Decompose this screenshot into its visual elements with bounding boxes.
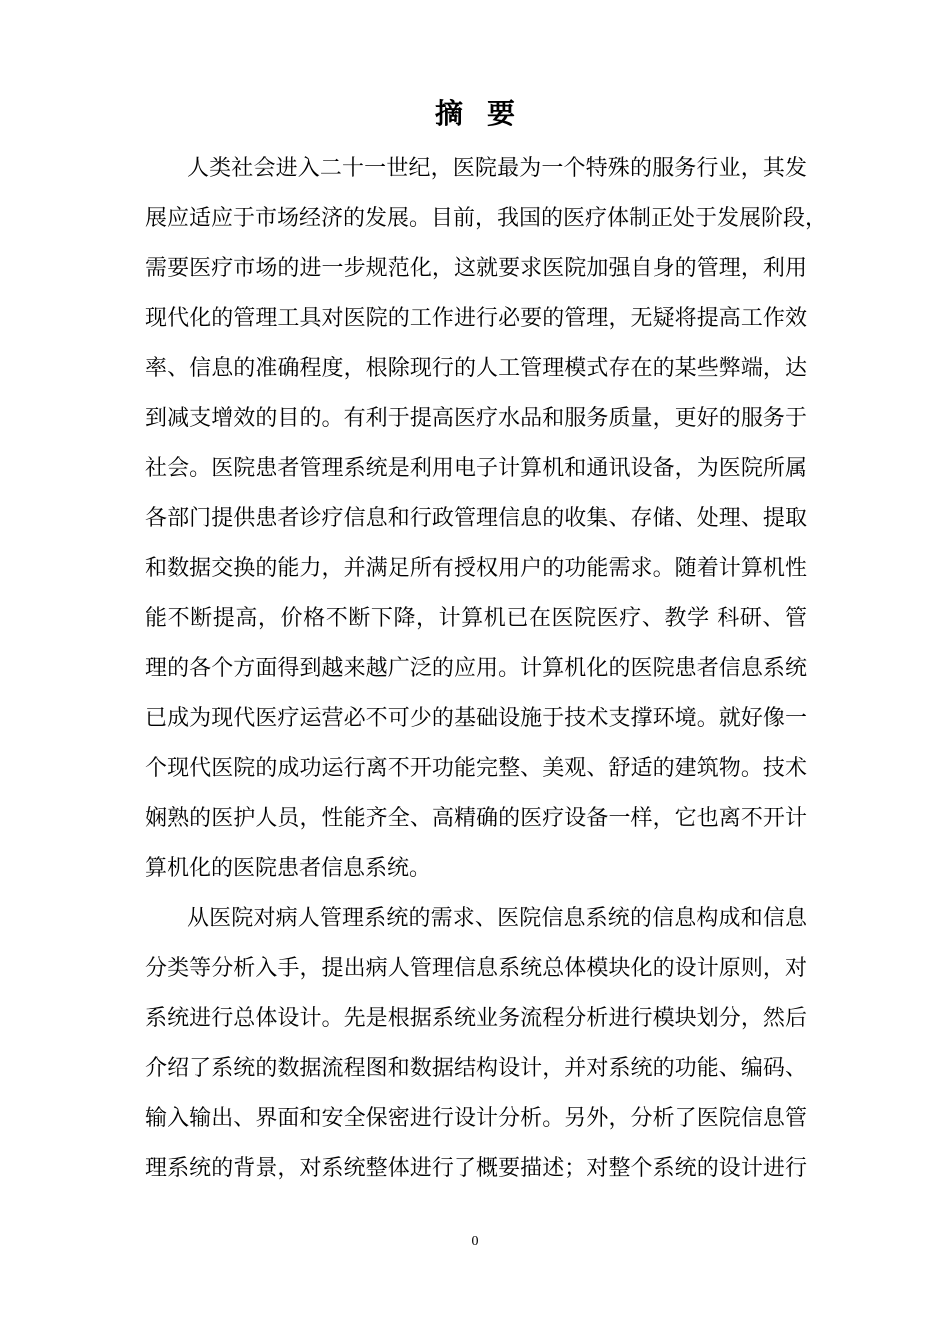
text-line: 能不断提高，价格不断下降，计算机已在医院医疗、教学 科研、管 — [145, 606, 807, 631]
text-line: 输入输出、界面和安全保密进行设计分析。另外，分析了医院信息管 — [145, 1106, 807, 1131]
text-line: 和数据交换的能力，并满足所有授权用户的功能需求。随着计算机性 — [145, 556, 807, 581]
text-line: 需要医疗市场的进一步规范化，这就要求医院加强自身的管理，利用 — [145, 256, 807, 281]
text-line: 率、信息的准确程度，根除现行的人工管理模式存在的某些弊端，达 — [145, 356, 807, 381]
text-line: 分类等分析入手，提出病人管理信息系统总体模块化的设计原则，对 — [145, 956, 807, 981]
text-line: 理系统的背景，对系统整体进行了概要描述；对整个系统的设计进行 — [145, 1156, 807, 1181]
text-line: 从医院对病人管理系统的需求、医院信息系统的信息构成和信息 — [187, 906, 807, 931]
page-number: 0 — [471, 1234, 479, 1249]
text-line: 展应适应于市场经济的发展。目前，我国的医疗体制正处于发展阶段， — [145, 206, 828, 231]
text-line: 个现代医院的成功运行离不开功能完整、美观、舒适的建筑物。技术 — [145, 756, 807, 781]
text-line: 算机化的医院患者信息系统。 — [145, 856, 432, 881]
page-title: 摘要 — [434, 97, 539, 130]
text-line: 理的各个方面得到越来越广泛的应用。计算机化的医院患者信息系统 — [145, 656, 807, 681]
text-line: 到减支增效的目的。有利于提高医疗水品和服务质量，更好的服务于 — [145, 406, 807, 431]
text-line: 系统进行总体设计。先是根据系统业务流程分析进行模块划分，然后 — [145, 1006, 807, 1031]
text-line: 现代化的管理工具对医院的工作进行必要的管理，无疑将提高工作效 — [145, 306, 807, 331]
text-line: 社会。医院患者管理系统是利用电子计算机和通讯设备，为医院所属 — [145, 456, 807, 481]
text-line: 介绍了系统的数据流程图和数据结构设计，并对系统的功能、编码、 — [145, 1056, 807, 1081]
text-line: 已成为现代医疗运营必不可少的基础设施于技术支撑环境。就好像一 — [145, 706, 807, 731]
text-line: 各部门提供患者诊疗信息和行政管理信息的收集、存储、处理、提取 — [145, 506, 807, 531]
text-line: 娴熟的医护人员，性能齐全、高精确的医疗设备一样，它也离不开计 — [145, 806, 807, 831]
text-line: 人类社会进入二十一世纪，医院最为一个特殊的服务行业，其发 — [187, 156, 807, 181]
